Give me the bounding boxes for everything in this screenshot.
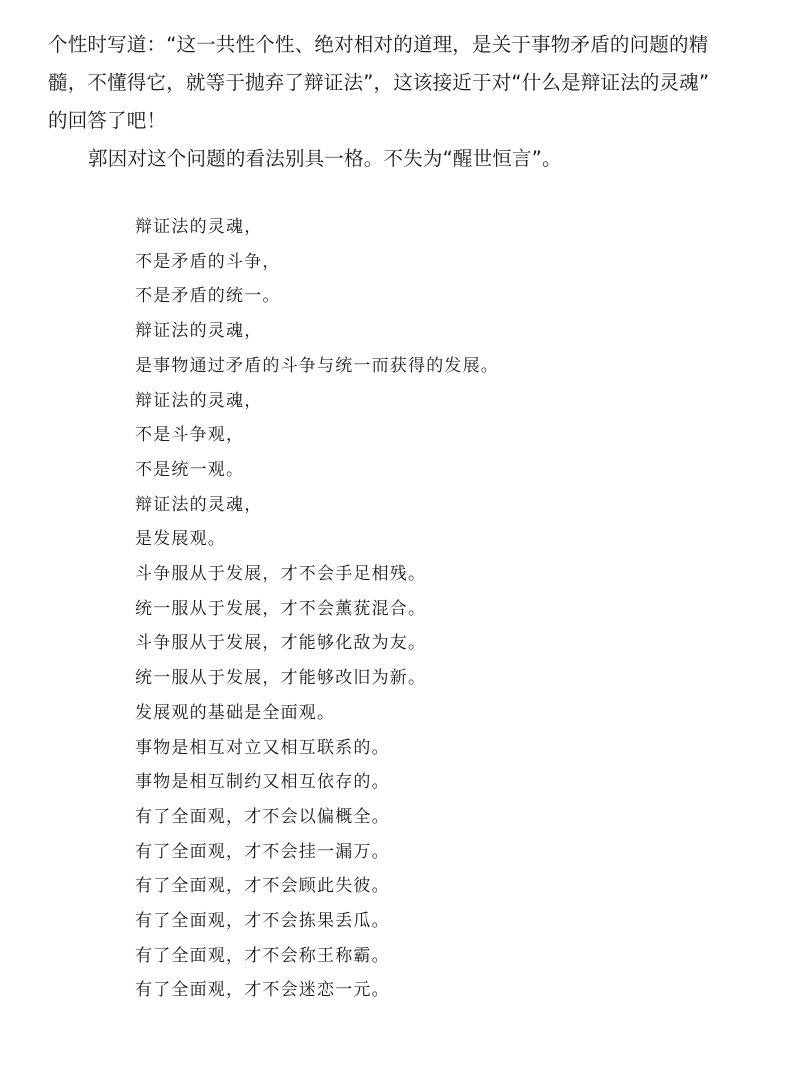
paragraph-line: 髓，不懂得它，就等于抛弃了辩证法”，这该接近于对“什么是辩证法的灵魂”	[48, 71, 710, 94]
poem-line: 是事物通过矛盾的斗争与统一而获得的发展。	[135, 355, 499, 376]
poem-line: 辩证法的灵魂，	[135, 217, 263, 237]
poem-line: 有了全面观，才不会以偏概全。	[135, 806, 390, 827]
poem-line: 斗争服从于发展，才不会手足相残。	[135, 564, 427, 585]
poem-line: 是发展观。	[135, 529, 226, 550]
poem-line: 发展观的基础是全面观。	[135, 702, 336, 723]
poem-line: 统一服从于发展，才不会薰莸混合。	[135, 598, 427, 619]
poem-line: 有了全面观，才不会挂一漏万。	[135, 841, 390, 862]
poem-line: 辩证法的灵魂，	[135, 321, 263, 342]
poem-line: 事物是相互对立又相互联系的。	[135, 737, 390, 758]
poem-line: 有了全面观，才不会拣果丢瓜。	[135, 911, 390, 932]
poem-line: 事物是相互制约又相互依存的。	[135, 772, 390, 793]
poem-line: 有了全面观，才不会称王称霸。	[135, 945, 390, 966]
paragraph-line: 个性时写道：“这一共性个性、绝对相对的道理，是关于事物矛盾的问题的精	[48, 33, 709, 56]
poem-line: 有了全面观，才不会迷恋一元。	[135, 980, 390, 1001]
prose-section	[48, 26, 768, 178]
poem-line: 统一服从于发展，才能够改旧为新。	[135, 668, 427, 689]
poem-block	[135, 210, 499, 1008]
poem-line: 不是矛盾的斗争，	[135, 251, 281, 272]
paragraph-line: 郭因对这个问题的看法别具一格。不失为“醒世恒言”。	[88, 147, 562, 170]
poem-line: 不是统一观。	[135, 459, 245, 480]
poem-line: 不是斗争观，	[135, 425, 245, 446]
poem-line: 辩证法的灵魂，	[135, 494, 263, 515]
paragraph-line: 的回答了吧！	[48, 109, 167, 132]
poem-line: 有了全面观，才不会顾此失彼。	[135, 876, 390, 897]
poem-line: 辩证法的灵魂，	[135, 390, 263, 411]
poem-line: 不是矛盾的统一。	[135, 286, 281, 307]
poem-line: 斗争服从于发展，才能够化敌为友。	[135, 633, 427, 654]
